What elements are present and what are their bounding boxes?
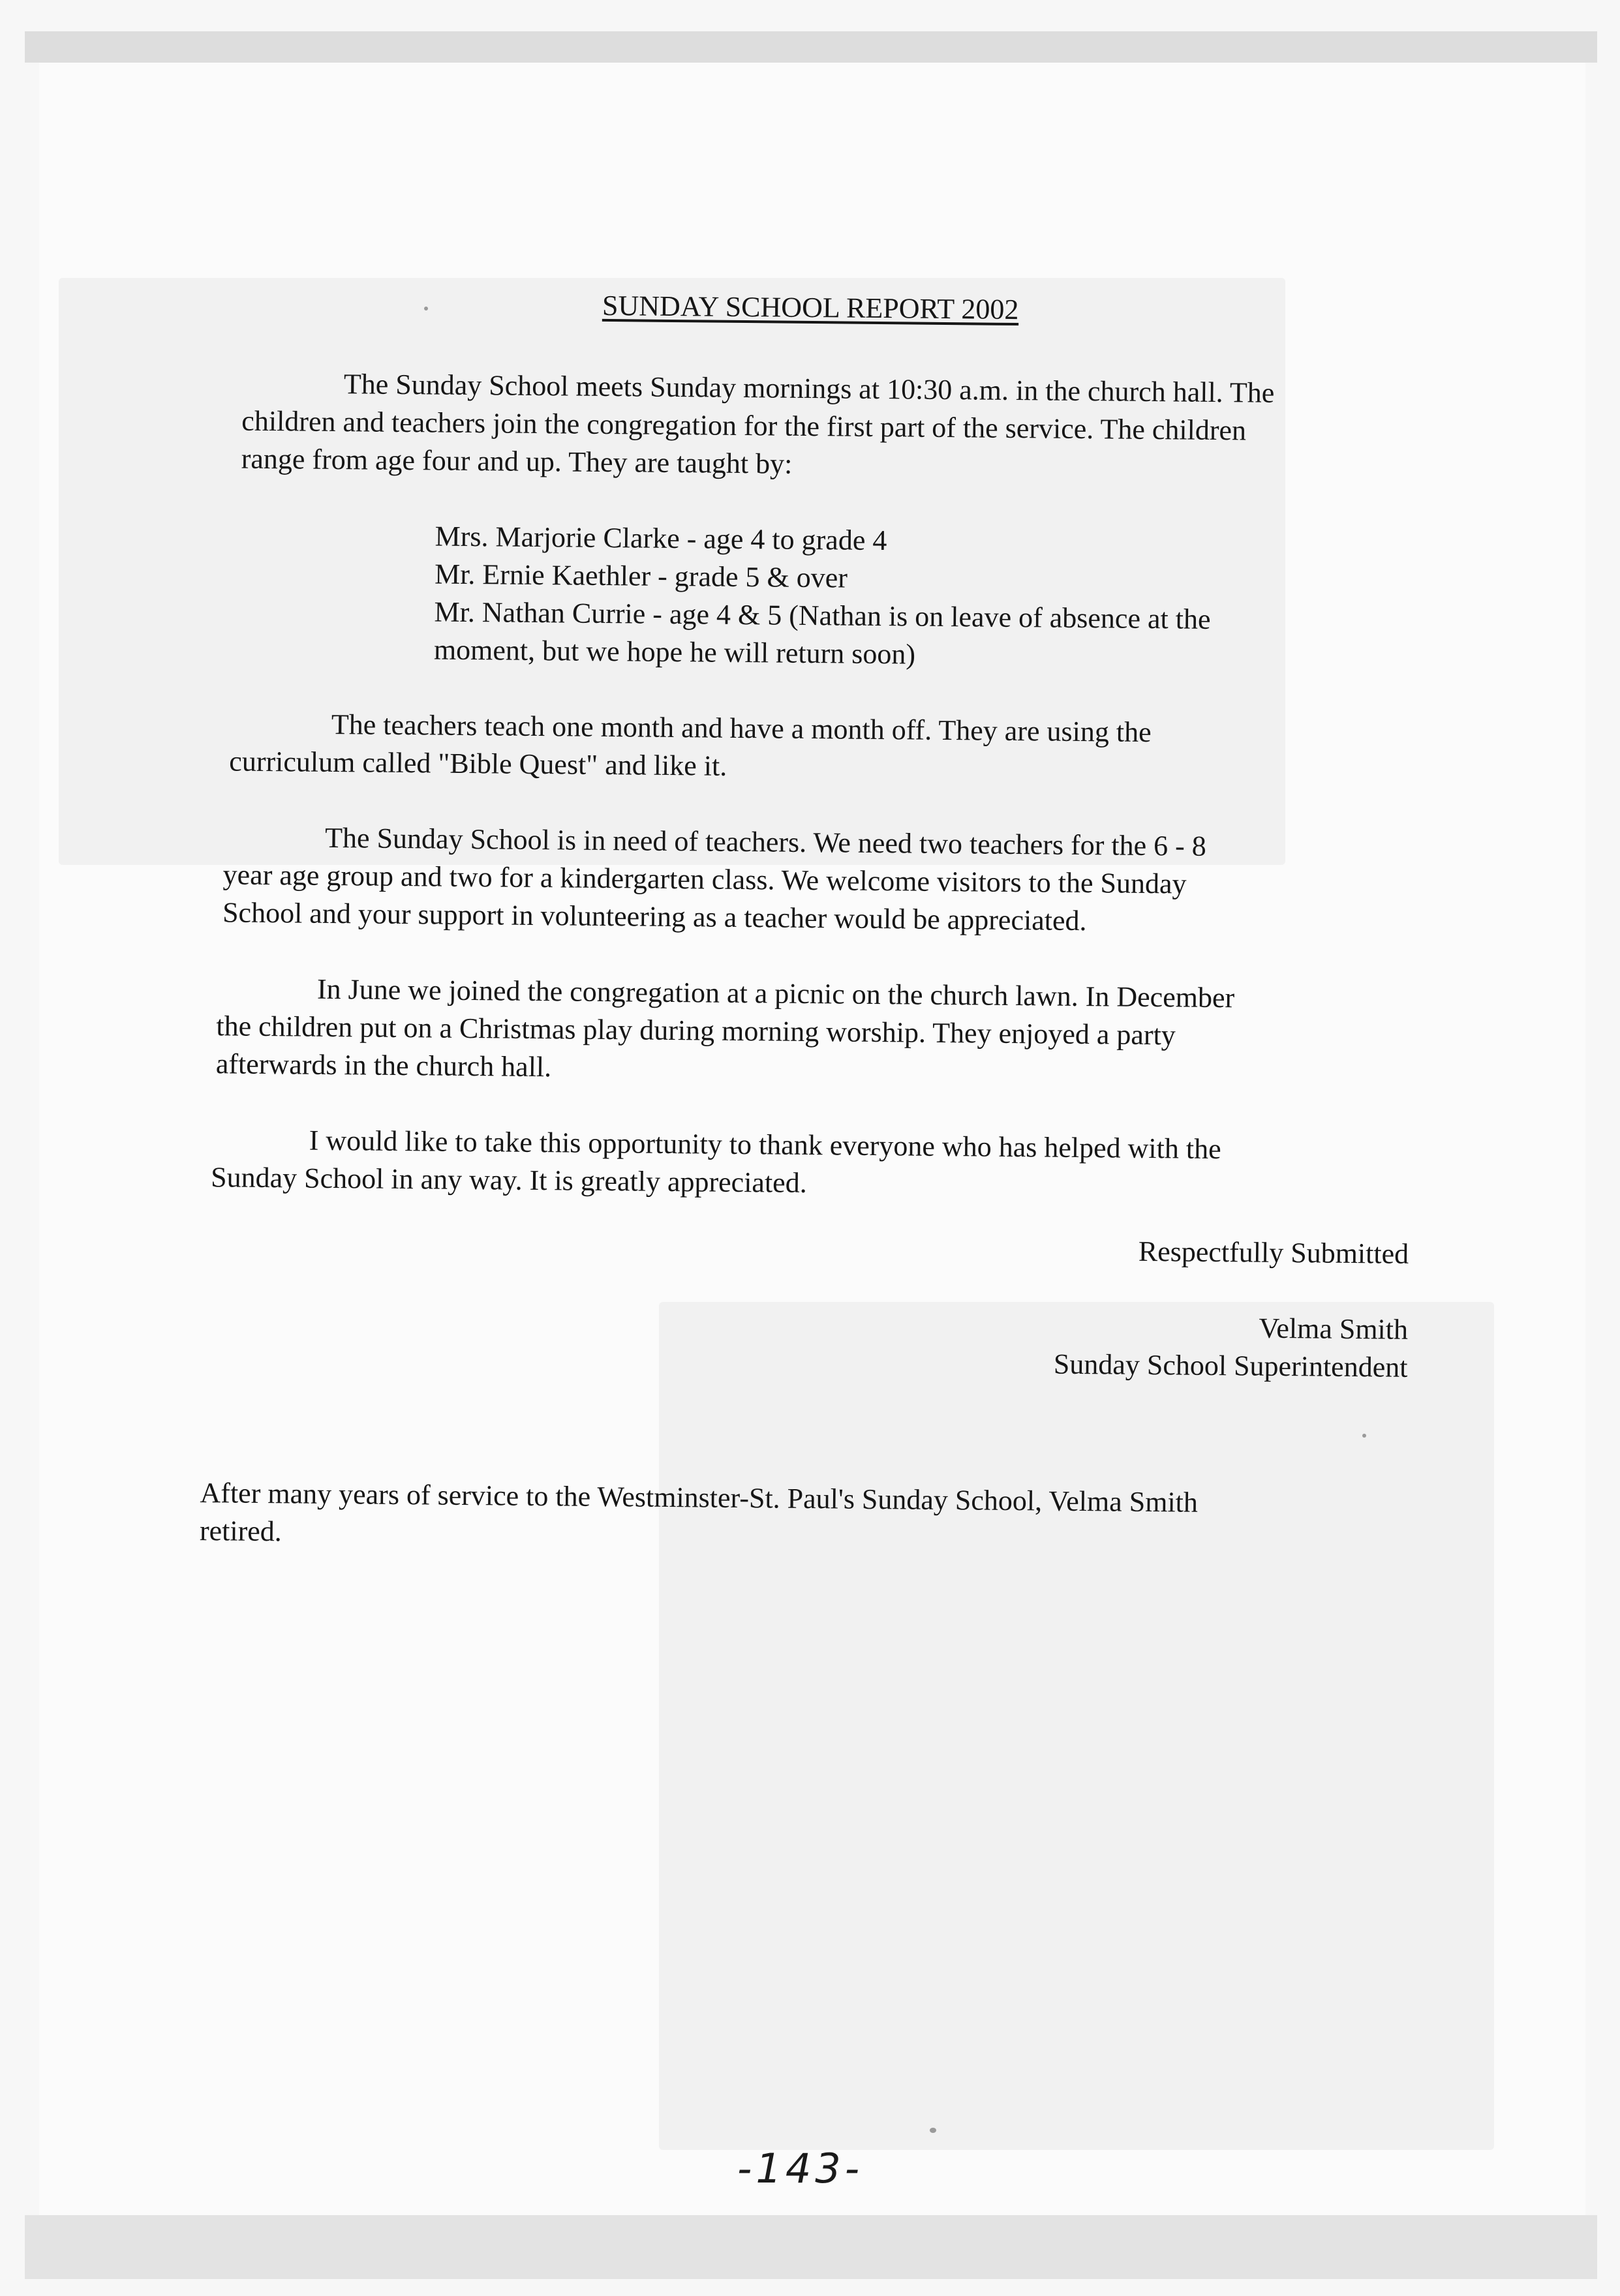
teacher-list-item: Mr. Nathan Currie - age 4 & 5 (Nathan is on leave of absence at the bbox=[434, 596, 1211, 635]
paragraph-line: The teachers teach one month and have a month off. They are using the bbox=[331, 708, 1152, 749]
report-title: SUNDAY SCHOOL REPORT 2002 bbox=[602, 289, 1019, 326]
retirement-note-line: retired. bbox=[199, 1515, 283, 1548]
teacher-list-item: Mrs. Marjorie Clarke - age 4 to grade 4 bbox=[435, 520, 887, 557]
paragraph-line: The Sunday School meets Sunday mornings at 10:30 a.m. in the church hall. The bbox=[343, 368, 1275, 409]
paragraph-line: afterwards in the church hall. bbox=[215, 1048, 552, 1083]
signer-name: Velma Smith bbox=[1259, 1312, 1409, 1346]
paragraph-line: children and teachers join the congregation for the first part of the service. The children bbox=[241, 404, 1247, 447]
paragraph-line: Sunday School in any way. It is greatly appreciated. bbox=[210, 1161, 807, 1200]
paragraph-line: In June we joined the congregation at a picnic on the church lawn. In December bbox=[316, 973, 1235, 1014]
teacher-list-item: moment, but we hope he will return soon) bbox=[433, 633, 916, 671]
paragraph-line: I would like to take this opportunity to thank everyone who has helped with the bbox=[309, 1124, 1221, 1166]
scan-speck bbox=[930, 2128, 936, 2133]
scan-speck bbox=[1362, 1434, 1366, 1438]
paragraph-line: School and your support in volunteering as a teacher would be appreciated. bbox=[222, 896, 1087, 937]
paragraph-line: The Sunday School is in need of teachers. We need two teachers for the 6 - 8 bbox=[324, 821, 1207, 862]
paragraph-line: the children put on a Christmas play during morning worship. They enjoyed a party bbox=[216, 1010, 1176, 1051]
scan-speck bbox=[424, 307, 428, 310]
closing-text: Respectfully Submitted bbox=[1138, 1235, 1409, 1270]
paragraph-line: range from age four and up. They are taught by: bbox=[241, 442, 793, 480]
teacher-list-item: Mr. Ernie Kaethler - grade 5 & over bbox=[434, 558, 848, 594]
paragraph-line: curriculum called "Bible Quest" and like it. bbox=[229, 745, 727, 782]
page-number: -143- bbox=[737, 2145, 864, 2192]
retirement-note-line: After many years of service to the Westminster-St. Paul's Sunday School, Velma Smith bbox=[200, 1477, 1199, 1518]
signer-role: Sunday School Superintendent bbox=[1053, 1348, 1408, 1383]
paragraph-line: year age group and two for a kindergarten class. We welcome visitors to the Sunday bbox=[222, 858, 1187, 900]
